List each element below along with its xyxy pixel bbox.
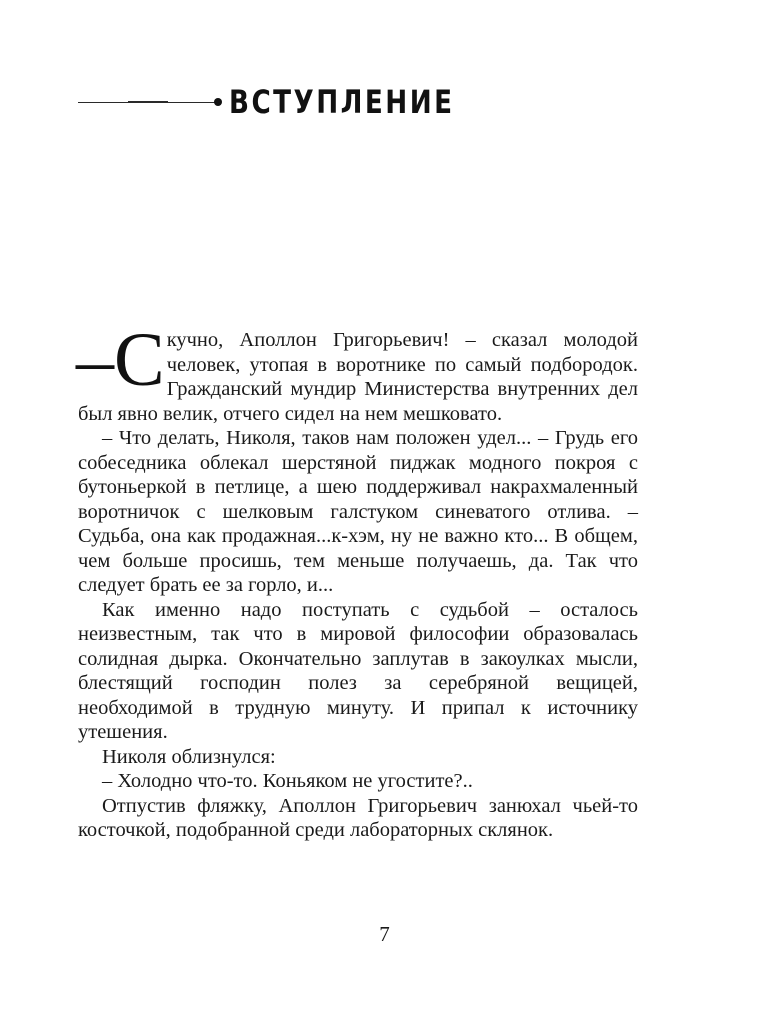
paragraph-6: Отпустив фляжку, Аполлон Григорьевич занюхал чьей-то косточкой, подобранной среди лабораторных склянок. bbox=[78, 794, 638, 841]
page-number: 7 bbox=[379, 922, 390, 946]
paragraph-4: Николя облизнулся: bbox=[102, 745, 276, 768]
paragraph-1-text: кучно, Аполлон Григорьевич! – сказал молодой человек, утопая в воротнике по самый подбородок. Гражданский мундир Министерства внутренних дел был явно велик, отчего сидел на нем мешковато. bbox=[78, 329, 638, 425]
paragraph-1 bbox=[76, 318, 638, 426]
paragraph-2: – Что делать, Николя, таков нам положен удел... – Грудь его собеседника облекал шерстяной пиджак модного покроя с бутоньеркой в петлице, а шею поддерживал накрахмаленный воротничок с шелковым галстуком синеватого отлива. – Судьба, она как продажная...к-хэм, ну не важно кто... В общем, чем больше просишь, тем меньше получаешь, да. Так что следует брать ее за горло, и... bbox=[78, 427, 638, 596]
paragraph-5: – Холодно что-то. Коньяком не угостите?.. bbox=[102, 770, 473, 792]
bullet-icon bbox=[214, 98, 222, 106]
paragraph-3: Как именно надо поступать с судьбой – осталось неизвестным, так что в мировой философии образовалась солидная дырка. Окончательно заплутав в закоулках мысли, блестящий господин полез за серебряной вещицей, необходимой в трудную минуту. И припал к источнику утешения. bbox=[78, 598, 638, 743]
heading-rule-accent bbox=[128, 101, 168, 103]
body-text bbox=[76, 318, 638, 843]
drop-cap: –С bbox=[76, 318, 165, 402]
chapter-title: ВСТУПЛЕНИЕ bbox=[229, 83, 455, 121]
